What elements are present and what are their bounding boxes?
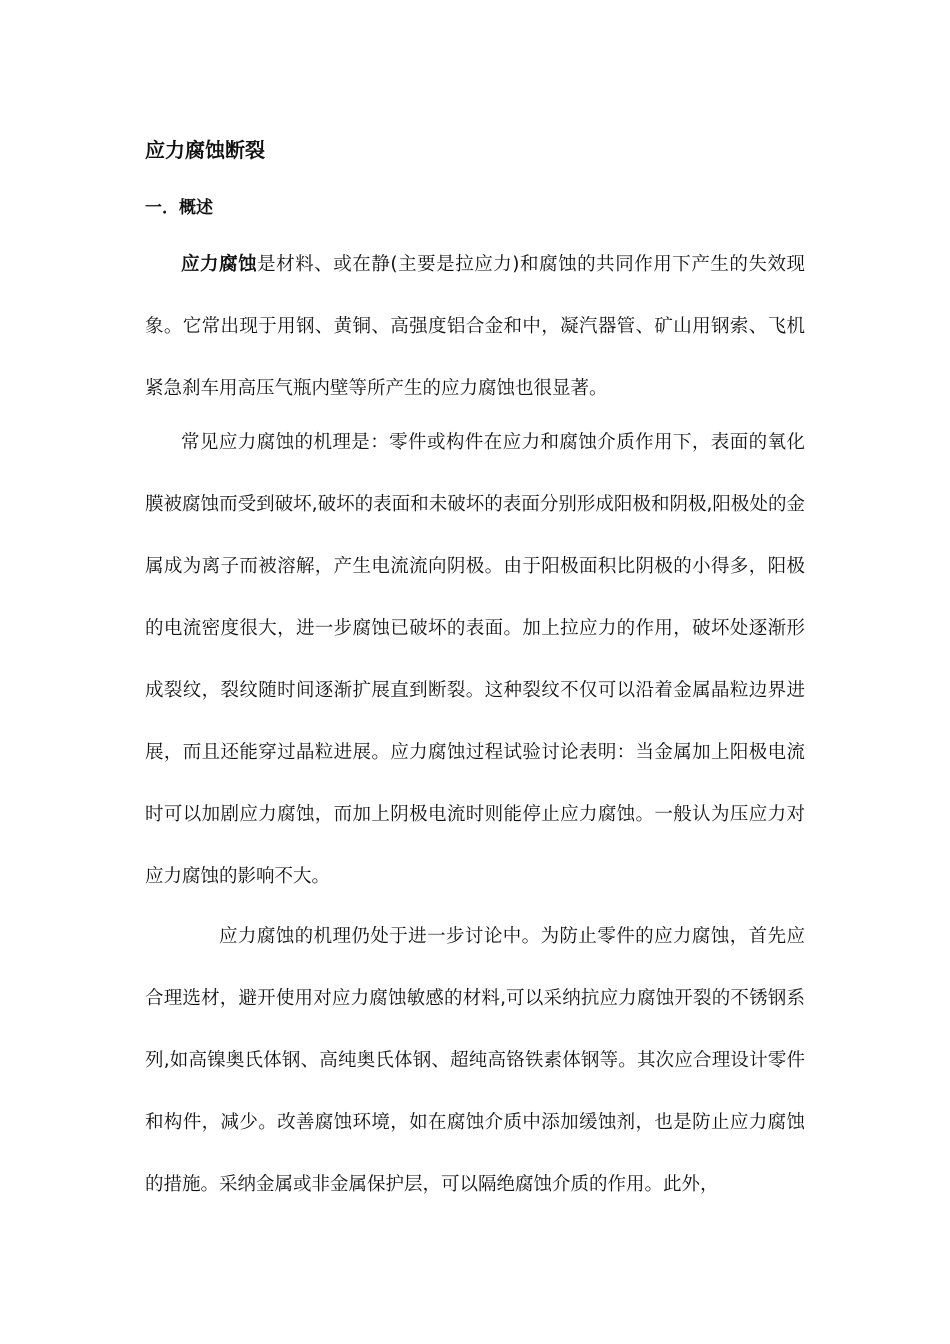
paragraph-definition — [145, 234, 805, 420]
paragraph-mechanism: 常见应力腐蚀的机理是：零件或构件在应力和腐蚀介质作用下，表面的氧化膜被腐蚀而受到破坏,破坏的表面和未破坏的表面分别形成阳极和阴极,阳极处的金属成为离子而被溶解，产生电流流向阴极。由于阳极面积比阴极的小得多，阳极的电流密度很大，进一步腐蚀已破坏的表面。加上拉应力的作用，破坏处逐渐形成裂纹，裂纹随时间逐渐扩展直到断裂。这种裂纹不仅可以沿着金属晶粒边界进展，而且还能穿过晶粒进展。应力腐蚀过程试验讨论表明：当金属加上阳极电流时可以加剧应力腐蚀，而加上阴极电流时则能停止应力腐蚀。一般认为压应力对应力腐蚀的影响不大。 — [145, 432, 805, 887]
bold-term: 应力腐蚀 — [181, 254, 258, 275]
section-heading: 一．概述 — [145, 198, 213, 218]
paragraph-prevention: 应力腐蚀的机理仍处于进一步讨论中。为防止零件的应力腐蚀，首先应合理选材，避开使用对应力腐蚀敏感的材料,可以采纳抗应力腐蚀开裂的不锈钢系列,如高镍奥氏体钢、高纯奥氏体钢、超纯高铬铁素体钢等。其次应合理设计零件和构件，减少。改善腐蚀环境，如在腐蚀介质中添加缓蚀剂，也是防止应力腐蚀的措施。采纳金属或非金属保护层，可以隔绝腐蚀介质的作用。此外， — [145, 926, 805, 1195]
paragraph-definition-text: 是材料、或在静(主要是拉应力)和腐蚀的共同作用下产生的失效现象。它常出现于用钢、黄铜、高强度铝合金和中，凝汽器管、矿山用钢索、飞机紧急刹车用高压气瓶内壁等所产生的应力腐蚀也很显著。 — [145, 254, 805, 399]
document-title: 应力腐蚀断裂 — [145, 138, 265, 162]
